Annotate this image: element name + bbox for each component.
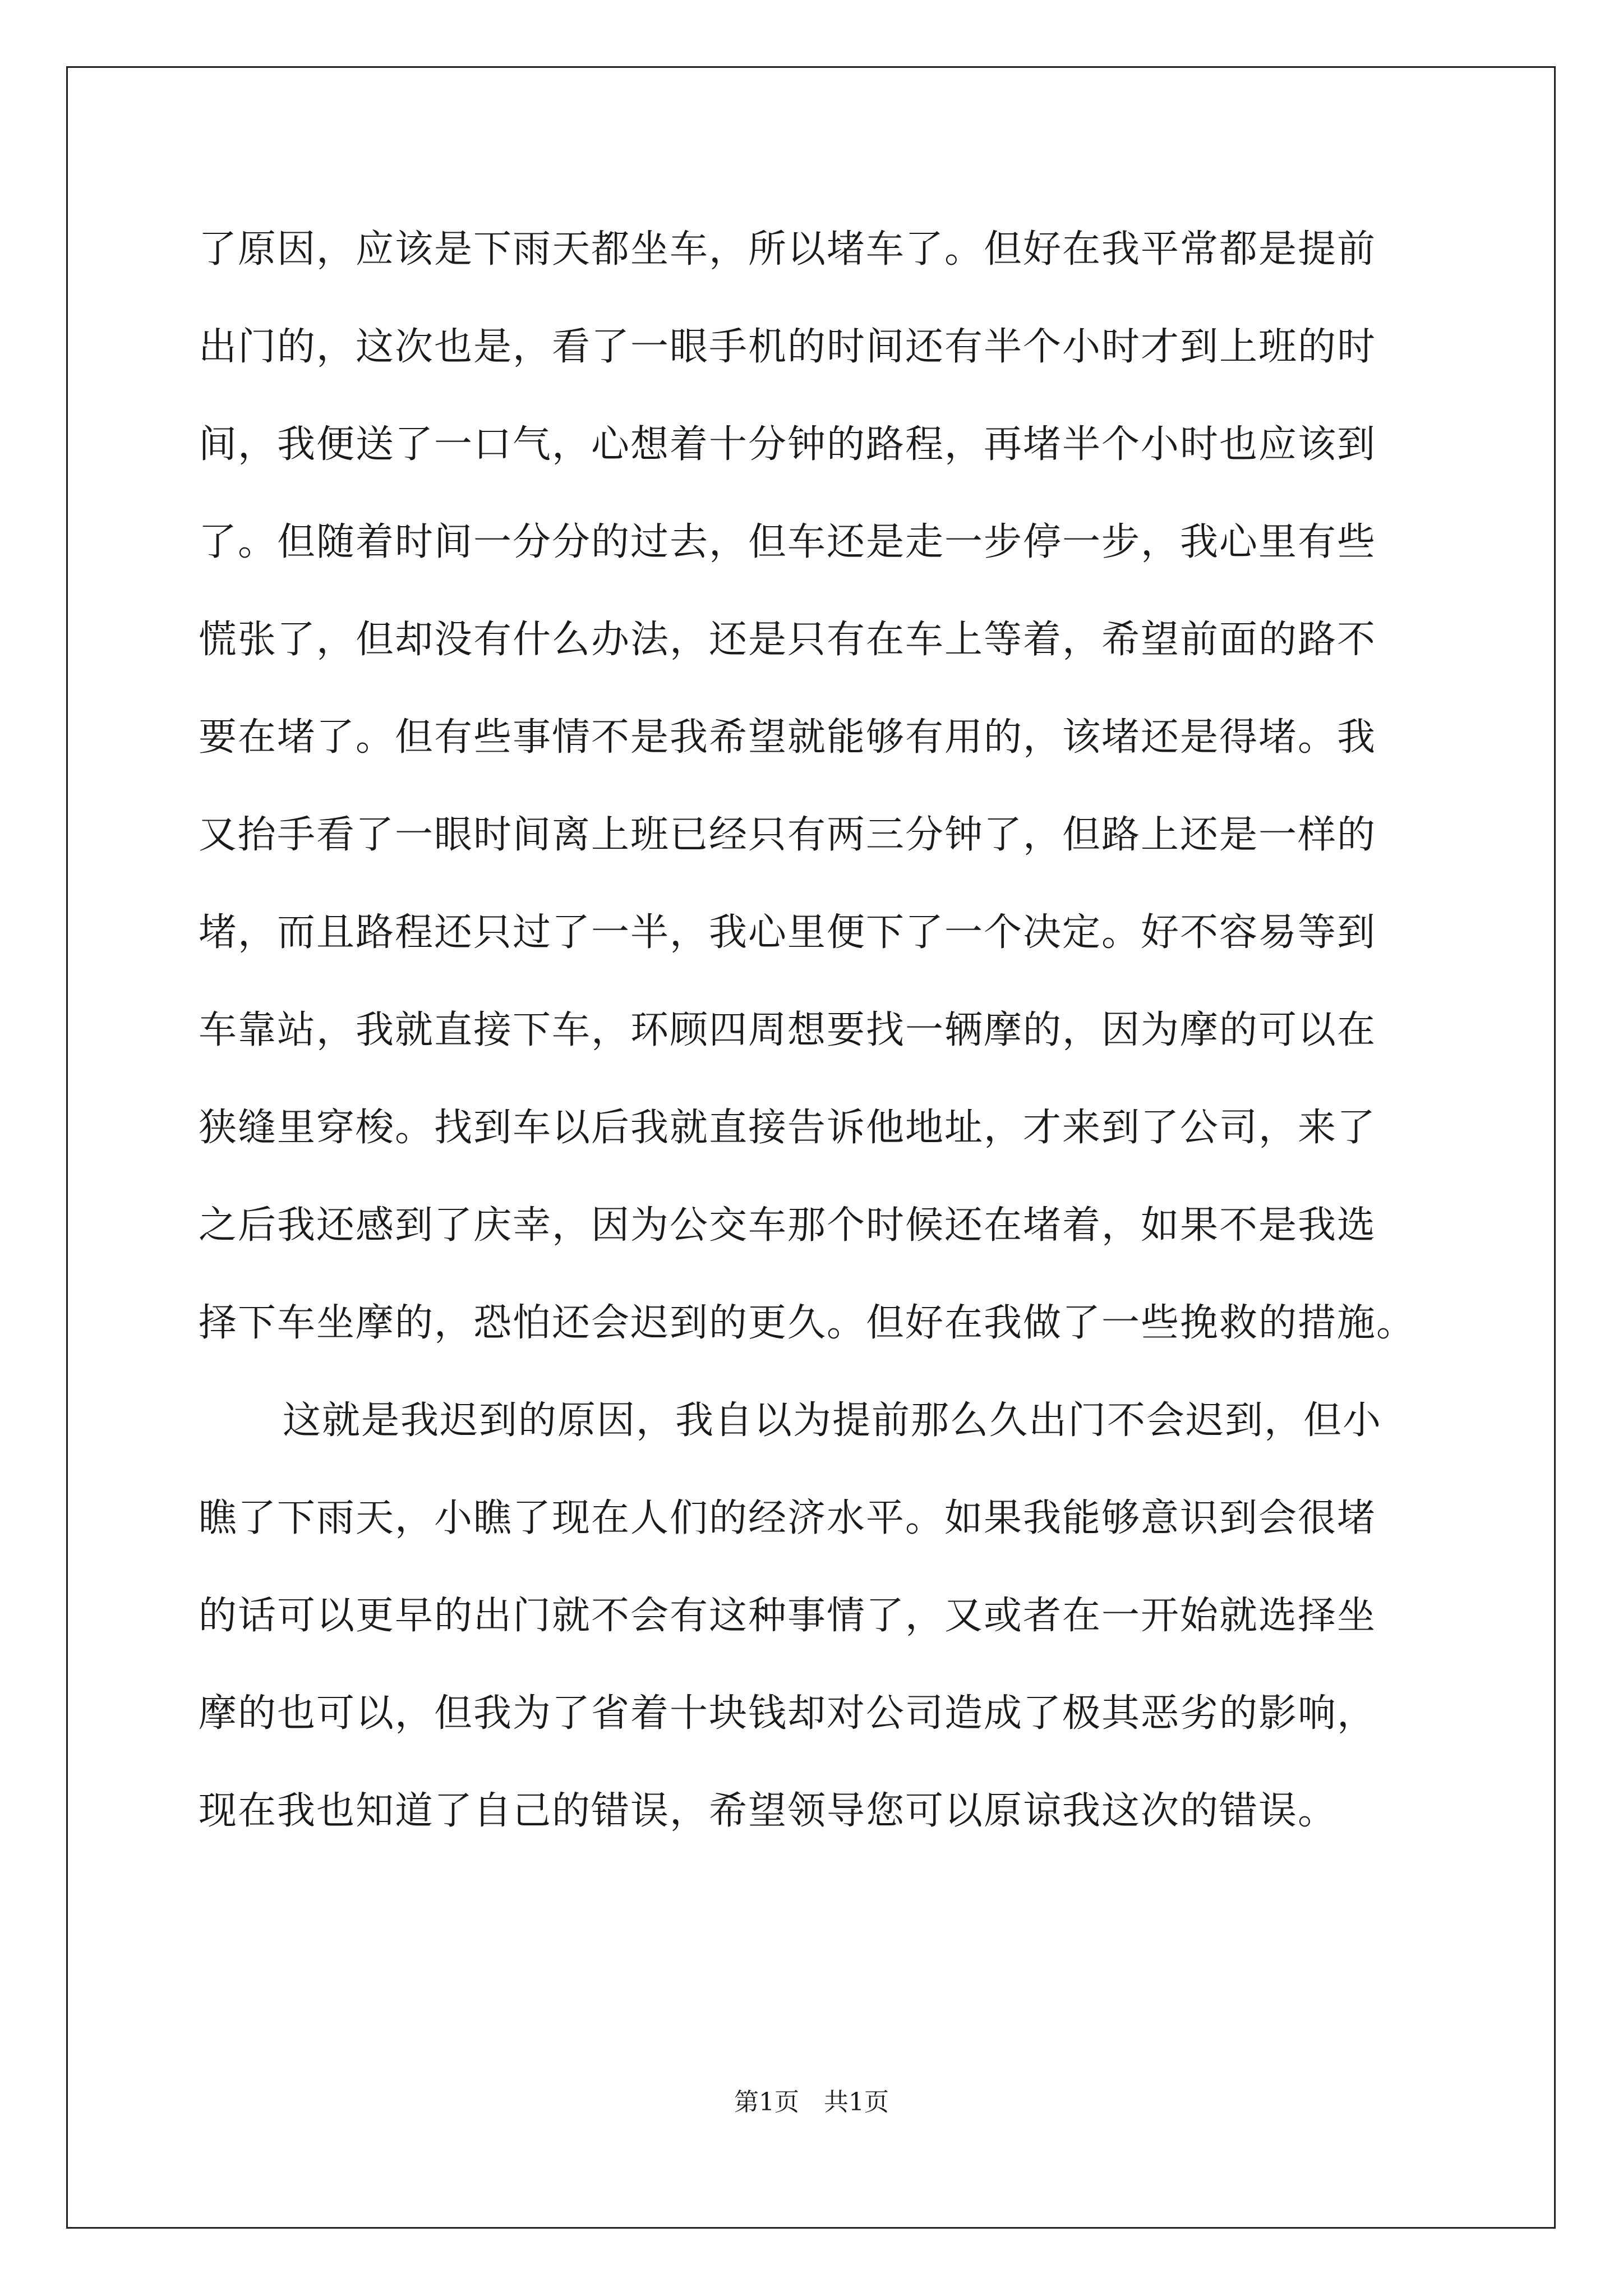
text-line: 现在我也知道了自己的错误，希望领导您可以原谅我这次的错误。 [199, 1789, 1338, 1833]
text-line: 择下车坐摩的，恐怕还会迟到的更久。但好在我做了一些挽救的措施。 [199, 1301, 1416, 1345]
text-line: 堵，而且路程还只过了一半，我心里便下了一个决定。好不容易等到 [199, 910, 1377, 955]
text-line: 出门的，这次也是，看了一眼手机的时间还有半个小时才到上班的时 [199, 325, 1377, 369]
paragraph-2 [199, 1387, 1424, 1875]
text-line: 间，我便送了一口气，心想着十分钟的路程，再堵半个小时也应该到 [199, 422, 1377, 467]
text-line: 又抬手看了一眼时间离上班已经只有两三分钟了，但路上还是一样的 [199, 813, 1377, 857]
document-body [199, 216, 1424, 1875]
page-number: 第1页 [734, 2088, 799, 2116]
text-line: 之后我还感到了庆幸，因为公交车那个时候还在堵着，如果不是我选 [199, 1203, 1377, 1248]
text-line: 瞧了下雨天，小瞧了现在人们的经济水平。如果我能够意识到会很堵 [199, 1496, 1377, 1540]
text-line: 了。但随着时间一分分的过去，但车还是走一步停一步，我心里有些 [199, 520, 1377, 564]
text-line: 车靠站，我就直接下车，环顾四周想要找一辆摩的，因为摩的可以在 [199, 1008, 1377, 1052]
text-line: 要在堵了。但有些事情不是我希望就能够有用的，该堵还是得堵。我 [199, 715, 1377, 760]
text-line: 摩的也可以，但我为了省着十块钱却对公司造成了极其恶劣的影响， [199, 1691, 1377, 1736]
text-line: 狭缝里穿梭。找到车以后我就直接告诉他地址，才来到了公司，来了 [199, 1106, 1377, 1150]
text-line: 了原因，应该是下雨天都坐车，所以堵车了。但好在我平常都是提前 [199, 227, 1377, 272]
text-line: 慌张了，但却没有什么办法，还是只有在车上等着，希望前面的路不 [199, 618, 1377, 662]
page-total: 共1页 [824, 2088, 889, 2116]
paragraph-1 [199, 216, 1424, 1387]
text-line: 的话可以更早的出门就不会有这种事情了，又或者在一开始就选择坐 [199, 1594, 1377, 1638]
page-footer [0, 2086, 1623, 2119]
text-line: 这就是我迟到的原因，我自以为提前那么久出门不会迟到，但小 [283, 1398, 1382, 1443]
